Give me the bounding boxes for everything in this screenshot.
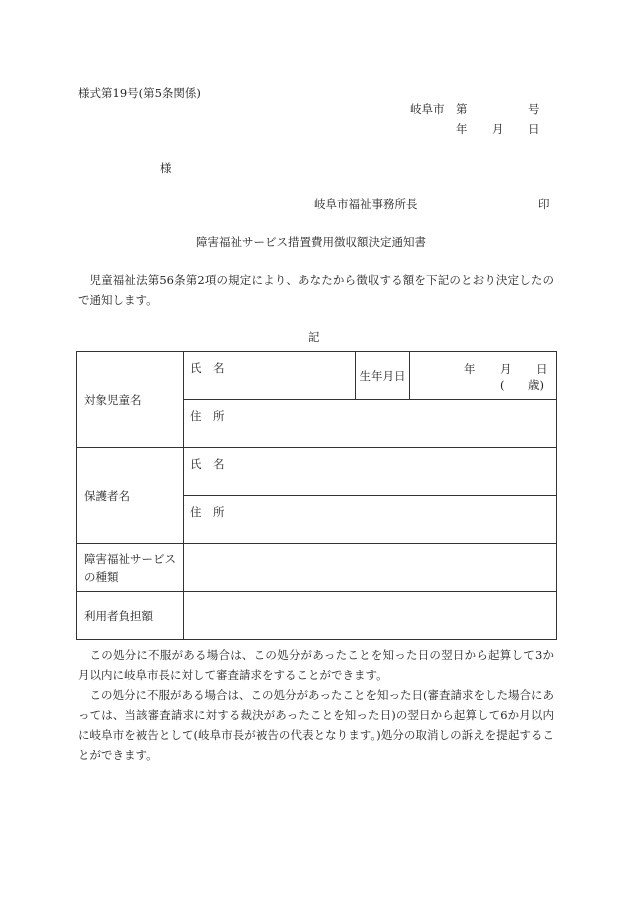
birth-day: 日 — [536, 361, 548, 376]
record-heading: 記 — [308, 330, 320, 344]
service-label-line2: の種類 — [84, 569, 119, 584]
guardian-address-cell — [184, 496, 557, 544]
service-label-line1: 障害福祉サービス — [84, 551, 176, 566]
guardian-label: 保護者名 — [84, 488, 130, 503]
child-name-label: 氏 名 — [190, 361, 225, 375]
notice-lawsuit: この処分に不服がある場合は、この処分があったことを知った日(審査請求をした場合にあっては、当該審査請求に対する裁決があったことを知った日)の翌日から起算して6か月以内に岐阜市を被告として(岐阜市長が被告の代表となります。)処分の取消しの訴えを提起することができます。 — [78, 688, 554, 762]
birth-year: 年 — [464, 361, 476, 376]
issuer-number-prefix: 第 — [456, 102, 468, 116]
child-label: 対象児童名 — [84, 392, 142, 407]
issuer-number-suffix: 号 — [528, 102, 540, 116]
child-address-cell — [184, 400, 557, 448]
child-name-cell — [184, 352, 356, 400]
birthdate-label-cell — [356, 352, 410, 400]
guardian-label-cell — [77, 448, 184, 544]
child-label-cell — [77, 352, 184, 448]
age-close: 歳) — [528, 377, 544, 392]
document-title: 障害福祉サービス措置費用徴収額決定通知書 — [196, 235, 426, 249]
birth-month: 月 — [500, 361, 512, 376]
details-table — [76, 351, 557, 640]
birthdate-label: 生年月日 — [359, 368, 406, 383]
issue-date-day: 日 — [528, 122, 540, 136]
seal-mark: 印 — [538, 197, 550, 211]
burden-label: 利用者負担額 — [84, 608, 153, 623]
guardian-address-label: 住 所 — [190, 505, 225, 519]
child-address-label: 住 所 — [190, 409, 225, 423]
notice-review-request: この処分に不服がある場合は、この処分があったことを知った日の翌日から起算して3か月以内に岐阜市長に対して審査請求をすることができます。 — [78, 648, 554, 682]
body-text: 児童福祉法第56条第2項の規定により、あなたから徴収する額を下記のとおり決定したので通知します。 — [78, 273, 554, 307]
guardian-name-label: 氏 名 — [190, 457, 225, 471]
issue-date-month: 月 — [492, 122, 504, 136]
issuer-city: 岐阜市 — [410, 102, 445, 116]
burden-label-cell — [77, 592, 184, 640]
issue-date-year: 年 — [456, 122, 468, 136]
sender-title: 岐阜市福祉事務所長 — [314, 197, 418, 211]
service-value-cell — [184, 544, 557, 592]
service-label-cell — [77, 544, 184, 592]
form-number: 様式第19号(第5条関係) — [78, 86, 201, 100]
guardian-name-cell — [184, 448, 557, 496]
age-open-paren: ( — [500, 377, 505, 392]
birthdate-value-cell — [410, 352, 557, 400]
burden-value-cell — [184, 592, 557, 640]
addressee-suffix: 様 — [160, 161, 172, 175]
